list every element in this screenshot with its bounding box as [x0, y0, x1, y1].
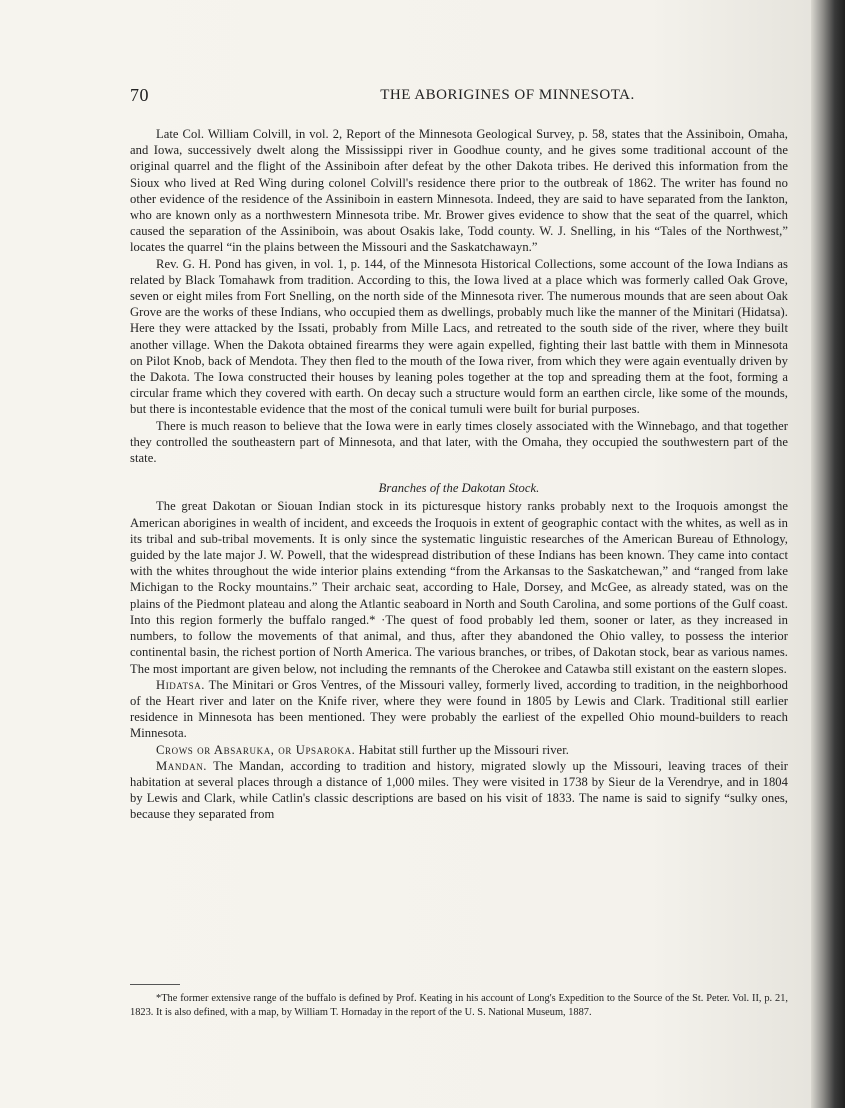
footnote-text: *The former extensive range of the buffalo is defined by Prof. Keating in his account of Long's Expedition to the Source of the St. Peter. Vol. II, p. 21, 1823. It is also defined, with a map, by William T. Hornaday in the report of the U. S. National Museum, 1887.: [130, 993, 788, 1019]
page-number: 70: [130, 85, 149, 105]
paragraph-dakotan-stock: The great Dakotan or Siouan Indian stock in its picturesque history ranks probably next to the Iroquois amongst the American aborigines in wealth of incident, and exceeds the Iroquois in extent of geographic contact with the whites, as well as in its tribal and sub-tribal movements. It is only since the systematic linguistic researches of the American Bureau of Ethnology, guided by the late major J. W. Powell, that the widespread distribution of these Indians has been known. They came into contact with the whites throughout the wide interior plains extending “from the Arkansas to the Saskatchewan,” and “ranged from lake Michigan to the Rocky mountains.” Their archaic seat, according to Hale, Dorsey, and McGee, as already stated, was on the plains of the Piedmont plateau and along the Atlantic seaboard in North and South Carolina, and some portions of the Gulf coast. Into this region formerly the buffalo ranged.* ·The quest of food probably led them, sooner or later, as they increased in numbers, to follow the movements of that animal, and thus, after they abandoned the Ohio valley, to possess the interior continental basin, the richest portion of North America. The various branches, or tribes, of Dakotan stock, bear as various names. The most important are given below, not including the remnants of the Cherokee and Catawba still existant on the eastern slopes.: [130, 499, 788, 676]
body-text: [130, 126, 788, 823]
footnote-divider: [130, 984, 180, 985]
running-head: THE ABORIGINES OF MINNESOTA.: [380, 87, 635, 103]
paragraph-pond: Rev. G. H. Pond has given, in vol. 1, p. 144, of the Minnesota Historical Collections, some account of the Iowa Indians as related by Black Tomahawk from tradition. According to this, the Iowa lived at a place which was formerly called Oak Grove, seven or eight miles from Fort Snelling, on the north side of the Minnesota river. The numerous mounds that are seen about Oak Grove are the works of these Indians, who occupied them as dwellings, probably much like the manner of the Minitari (Hidatsa). Here they were attacked by the Issati, probably from Mille Lacs, and retreated to the south side of the river, where they built another village. When the Dakota obtained firearms they were again expelled, fighting their last battle with them in Minnesota on Pilot Knob, back of Mendota. They then fled to the mouth of the Iowa river, from which they were again eventually driven by the Dakota. The Iowa constructed their houses by leaning poles together at the top and spreading them at the foot, forming a circular frame which they covered with earth. On decay such a structure would form an earthen circle, like some of the mounds, but there is incontestable evidence that the most of the conical tumuli were built for burial purposes.: [130, 256, 788, 417]
hidatsa-text: The Minitari or Gros Ventres, of the Missouri valley, formerly lived, according to tradition, in the neighborhood of the Heart river and later on the Knife river, where they were found in 1805 by Lewis and Clark. Traditional still earlier residence in Minnesota has been mentioned. They were probably the earliest of the expelled Ohio mound-builders to reach Minnesota.: [130, 677, 788, 741]
paragraph-crows: [130, 742, 788, 758]
crows-text: Habitat still further up the Missouri river.: [358, 742, 569, 757]
paragraph-iowa-winnebago: There is much reason to believe that the Iowa were in early times closely associated with the Winnebago, and that together they controlled the southeastern part of Minnesota, and that later, with the Omaha, they occupied the southwestern part of the state.: [130, 418, 788, 466]
book-spine-shadow: [811, 0, 845, 1108]
paragraph-mandan: [130, 758, 788, 823]
mandan-text: The Mandan, according to tradition and history, migrated slowly up the Missouri, leaving traces of their habitation at several places through a distance of 1,000 miles. They were visited in 1738 by Sieur de la Verendrye, and in 1804 by Lewis and Clark, while Catlin's classic descriptions are based on his visit of 1833. The name is said to signify “sulky ones, because they separated from: [130, 758, 788, 822]
page-header: [130, 85, 795, 107]
crows-label: Crows or Absaruka, or Upsaroka.: [156, 742, 356, 757]
hidatsa-label: Hidatsa.: [156, 677, 206, 692]
section-heading: Branches of the Dakotan Stock.: [378, 481, 540, 496]
footnote: [130, 992, 788, 1020]
paragraph-hidatsa: [130, 677, 788, 742]
mandan-label: Mandan.: [156, 758, 208, 773]
paragraph-colvill: Late Col. William Colvill, in vol. 2, Report of the Minnesota Geological Survey, p. 58, states that the Assiniboin, Omaha, and Iowa, successively dwelt along the Mississippi river in Goodhue county, and he gives some traditional account of the original quarrel and the flight of the Assiniboin after defeat by the other Dakota tribes. He derived this information from the Sioux who lived at Red Wing during colonel Colvill's residence there prior to the outbreak of 1862. The writer has found no other evidence of the residence of the Assiniboin in eastern Minnesota. Indeed, they are said to have separated from the Iankton, who are known only as a northwestern Minnesota tribe. Mr. Brower gives evidence to show that the seat of the quarrel, which caused the separation of the Assiniboin, was about Osakis lake, Todd county. W. J. Snelling, in his “Tales of the Northwest,” locates the quarrel “in the plains between the Missouri and the Saskatchawayn.”: [130, 127, 788, 255]
